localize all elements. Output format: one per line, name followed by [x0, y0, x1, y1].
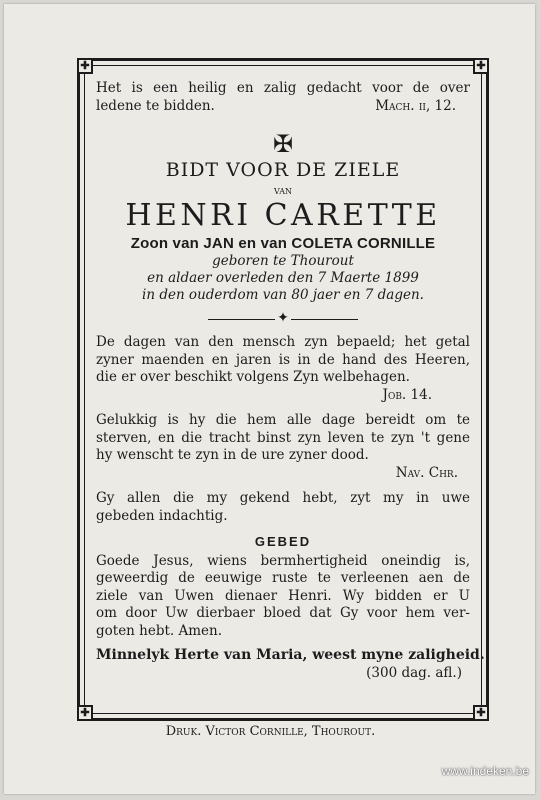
- prayer-line: ziele van Uwen dienaer Henri. Wy bidden er U: [96, 587, 470, 604]
- bible-quote-line: Het is een heilig en zalig gedacht voor de over: [96, 80, 470, 96]
- corner-ornament-icon: ✚: [473, 705, 489, 721]
- corner-ornament-icon: ✚: [77, 705, 93, 721]
- prayer-line: Goede Jesus, wiens bermhertigheid oneindig is,: [96, 552, 470, 569]
- verse-block: [96, 334, 470, 404]
- verse-block: [96, 490, 470, 525]
- printer-credit: Druk. Victor Cornille, Thourout.: [165, 724, 376, 739]
- invocation: Minnelyk Herte van Maria, weest myne zaligheid.: [96, 647, 485, 663]
- verse-line: die er over beschikt volgens Zyn welbehagen.: [96, 369, 410, 385]
- prayer-block: [96, 553, 470, 641]
- verse-block: [96, 412, 470, 482]
- verse-line: hy wenscht te zyn in de ure zyner dood.: [96, 447, 369, 463]
- corner-ornament-icon: ✚: [473, 58, 489, 74]
- indulgence-note: (300 dag. afl.): [366, 664, 462, 681]
- website-watermark: www.indeken.be: [441, 764, 529, 778]
- prayer-title: GEBED: [254, 534, 312, 549]
- cross-icon: ✠: [272, 130, 294, 158]
- verse-line: Gy allen die my gekend hebt, zyt my in uwe: [96, 490, 470, 506]
- divider-ornament-icon: ✦: [275, 310, 291, 328]
- age-line: in den ouderdom van 80 jaer en 7 dagen.: [142, 287, 424, 303]
- prayer-line: goten hebt. Amen.: [96, 622, 223, 639]
- verse-reference: Job. 14.: [382, 386, 432, 403]
- van-label: van: [273, 183, 292, 197]
- prayer-request-heading: BIDT VOOR DE ZIELE: [165, 159, 401, 181]
- parents-line: Zoon van JAN en van COLETA CORNILLE: [130, 235, 436, 252]
- prayer-line: geweerdig de eeuwige ruste te verleenen aen de: [96, 570, 470, 586]
- death-line: en aldaer overleden den 7 Maerte 1899: [147, 270, 419, 286]
- birth-line: geboren te Thourout: [212, 253, 354, 269]
- bible-quote-line: ledene te bidden.: [96, 97, 215, 114]
- deceased-name: HENRI CARETTE: [125, 198, 441, 233]
- verse-reference: Nav. Chr.: [395, 464, 458, 481]
- bible-quote-reference: Mach. ii, 12.: [375, 97, 456, 114]
- prayer-line: om door Uw dierbaer bloed dat Gy voor hem ver-: [96, 605, 470, 621]
- card-content: [96, 80, 485, 682]
- ornamental-divider: [208, 310, 358, 326]
- verse-line: De dagen van den mensch zyn bepaeld; het getal: [96, 334, 470, 350]
- corner-ornament-icon: ✚: [77, 58, 93, 74]
- verse-line: gebeden indachtig.: [96, 507, 228, 524]
- verse-line: sterven, en die tracht binst zyn leven te zyn 't gene: [96, 429, 470, 446]
- verse-line: zyner maenden en jaren is in de hand des Heeren,: [96, 351, 470, 368]
- verse-line: Gelukkig is hy die hem alle dage bereidt om te: [96, 412, 470, 428]
